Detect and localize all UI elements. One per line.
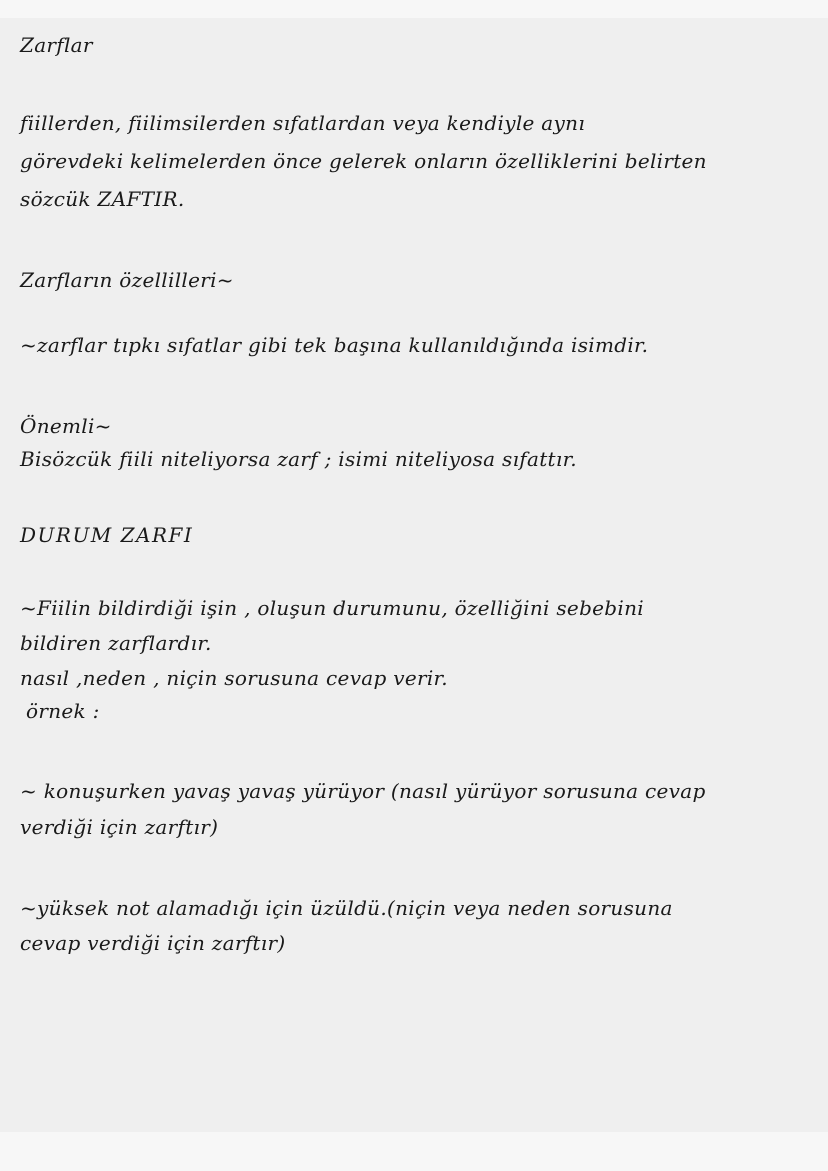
example-label: örnek : bbox=[26, 699, 100, 723]
features-heading: Zarfların özellilleri~ bbox=[20, 268, 234, 292]
example-2-line-1: ~yüksek not alamadığı için üzüldü.(niçin veya neden sorusuna bbox=[20, 896, 673, 920]
note-page bbox=[0, 18, 828, 1132]
definition-line-1: fiillerden, fiilimsilerden sıfatlardan veya kendiyle aynı bbox=[20, 111, 586, 135]
example-1-line-1: ~ konuşurken yavaş yavaş yürüyor (nasıl yürüyor sorusuna cevap bbox=[20, 779, 706, 803]
feature-item: ~zarflar tıpkı sıfatlar gibi tek başına kullanıldığında isimdir. bbox=[20, 333, 649, 357]
durum-line-3: nasıl ,neden , niçin sorusuna cevap verir. bbox=[20, 666, 448, 690]
durum-line-1: ~Fiilin bildirdiği işin , oluşun durumunu, özelliğini sebebini bbox=[20, 596, 644, 620]
important-heading: Önemli~ bbox=[20, 414, 112, 438]
durum-line-2: bildiren zarflardır. bbox=[20, 631, 212, 655]
example-1-line-2: verdiği için zarftır) bbox=[20, 815, 219, 839]
example-2-line-2: cevap verdiği için zarftır) bbox=[20, 931, 286, 955]
definition-line-2: görevdeki kelimelerden önce gelerek onların özelliklerini belirten bbox=[20, 149, 707, 173]
definition-line-3: sözcük ZAFTIR. bbox=[20, 187, 185, 211]
section-heading: DURUM ZARFI bbox=[20, 523, 194, 547]
page-title: Zarflar bbox=[20, 33, 93, 57]
important-text: Bisözcük fiili niteliyorsa zarf ; isimi niteliyosa sıfattır. bbox=[20, 447, 577, 471]
